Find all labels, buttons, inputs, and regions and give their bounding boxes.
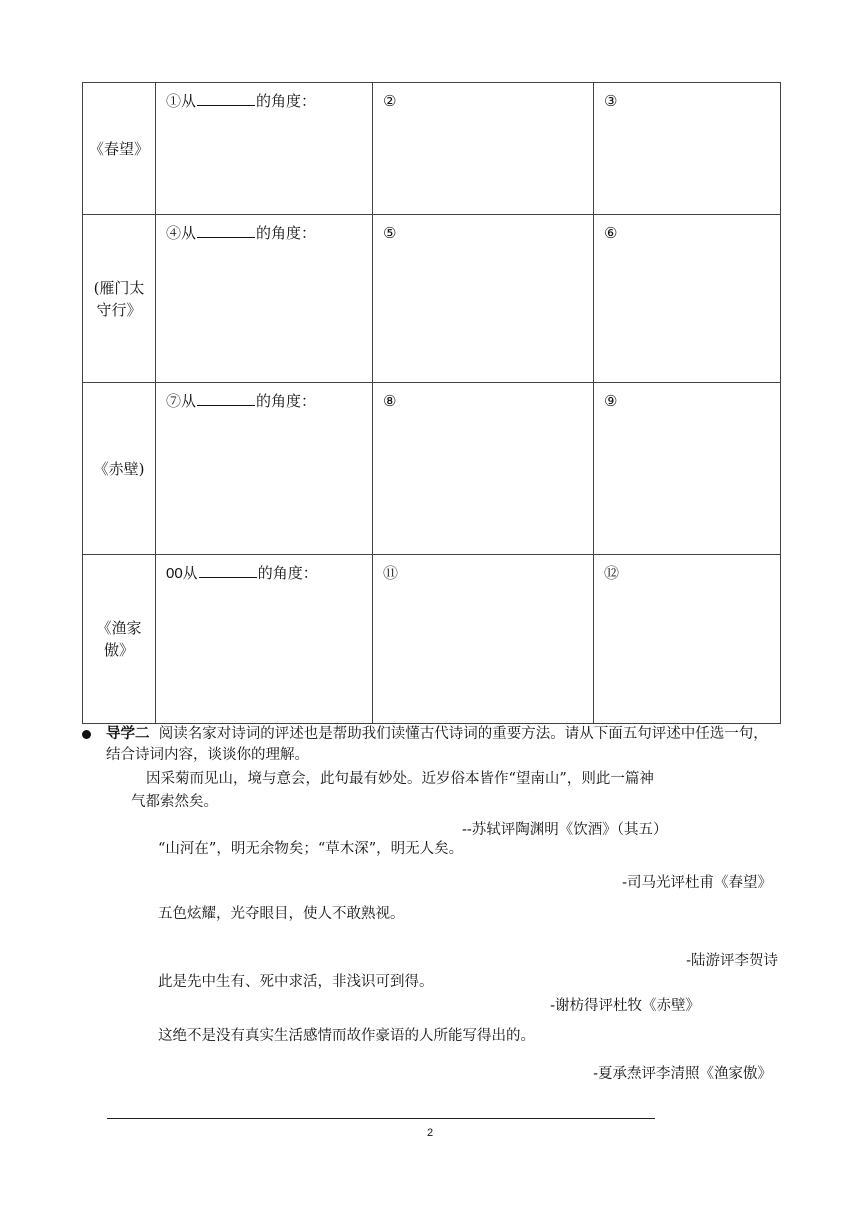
table-row — [83, 555, 781, 724]
angle-cell[interactable] — [156, 215, 373, 383]
cell-number: ⑥ — [604, 224, 618, 242]
cell-number: ⑨ — [604, 392, 618, 410]
poem-title-line: (雁门太 — [93, 278, 145, 297]
quote-text: 此是先中生有、死中求活，非浅识可到得。 — [158, 974, 434, 990]
guide-section — [82, 724, 782, 766]
quote-text: “山河在”，明无余物矣；“草木深”，明无人矣。 — [158, 841, 464, 857]
angle-cell[interactable] — [156, 83, 373, 215]
quote-text: 因采菊而见山，境与意会，此句最有妙处。近岁俗本皆作“望南山”，则此一篇神 — [146, 771, 654, 787]
quote-source: --苏轼评陶渊明《饮酒》（其五） — [462, 822, 668, 838]
guide-instruction-text: 阅读名家对诗词的评述也是帮助我们读懂古代诗词的重要方法。请从下面五句评述中任选一句，结合诗词内容，谈谈你的理解。 — [106, 726, 768, 763]
table-row — [83, 83, 781, 215]
guide-label: 导学二 — [106, 726, 150, 742]
poem-title-cell — [83, 215, 156, 383]
answer-cell[interactable] — [373, 555, 594, 724]
fill-blank[interactable] — [197, 391, 255, 406]
quote-text: 气都索然矣。 — [131, 794, 218, 810]
angle-suffix: 的角度： — [257, 564, 318, 582]
quote-text: 这绝不是没有真实生活感情而故作豪语的人所能写得出的。 — [158, 1028, 535, 1044]
angle-prefix: ①从 — [166, 92, 197, 110]
answer-cell[interactable] — [373, 383, 594, 555]
answer-cell[interactable] — [594, 383, 781, 555]
angle-cell[interactable] — [156, 555, 373, 724]
quote-source: -谢枋得评杜牧《赤壁》 — [550, 998, 700, 1014]
fill-blank[interactable] — [197, 91, 255, 106]
answer-cell[interactable] — [373, 83, 594, 215]
poem-title-line: 傲》 — [103, 641, 134, 659]
answer-cell[interactable] — [373, 215, 594, 383]
angle-prefix: 00从 — [166, 565, 198, 582]
bullet-icon — [82, 730, 91, 739]
quote-source: -陆游评李贺诗 — [686, 953, 778, 969]
quote-source: -夏承焘评李清照《渔家傲》 — [593, 1066, 772, 1082]
footer-divider — [107, 1118, 655, 1119]
fill-blank[interactable] — [197, 223, 255, 238]
cell-number: ③ — [604, 92, 618, 110]
answer-cell[interactable] — [594, 83, 781, 215]
poem-title: 《赤壁) — [93, 459, 145, 478]
guide-instruction — [106, 724, 782, 766]
angle-suffix: 的角度： — [256, 224, 317, 242]
poem-title-cell — [83, 555, 156, 724]
poem-title-line: 守行》 — [96, 300, 142, 319]
cell-number: ⑪ — [383, 564, 399, 582]
poem-title-cell — [83, 383, 156, 555]
angle-cell[interactable] — [156, 383, 373, 555]
page-number: 2 — [426, 1127, 434, 1139]
angle-suffix: 的角度： — [256, 92, 317, 110]
cell-number: ② — [383, 92, 397, 110]
angle-prefix: ④从 — [166, 224, 197, 242]
poem-title-cell — [83, 83, 156, 215]
answer-cell[interactable] — [594, 555, 781, 724]
cell-number: ⑤ — [383, 224, 397, 242]
angle-prefix: ⑦从 — [166, 392, 197, 410]
quote-text: 五色炫耀，光夺眼目，使人不敢熟视。 — [158, 906, 405, 922]
table-row — [83, 383, 781, 555]
angle-suffix: 的角度： — [256, 392, 317, 410]
cell-number: ⑫ — [604, 564, 620, 582]
table-row — [83, 215, 781, 383]
cell-number: ⑧ — [383, 392, 397, 410]
quote-source: -司马光评杜甫《春望》 — [622, 875, 772, 891]
poem-title-line: 《渔家 — [96, 619, 142, 637]
answer-cell[interactable] — [594, 215, 781, 383]
fill-blank[interactable] — [199, 563, 257, 578]
poem-title: 《春望》 — [88, 139, 149, 158]
analysis-table — [82, 82, 781, 724]
